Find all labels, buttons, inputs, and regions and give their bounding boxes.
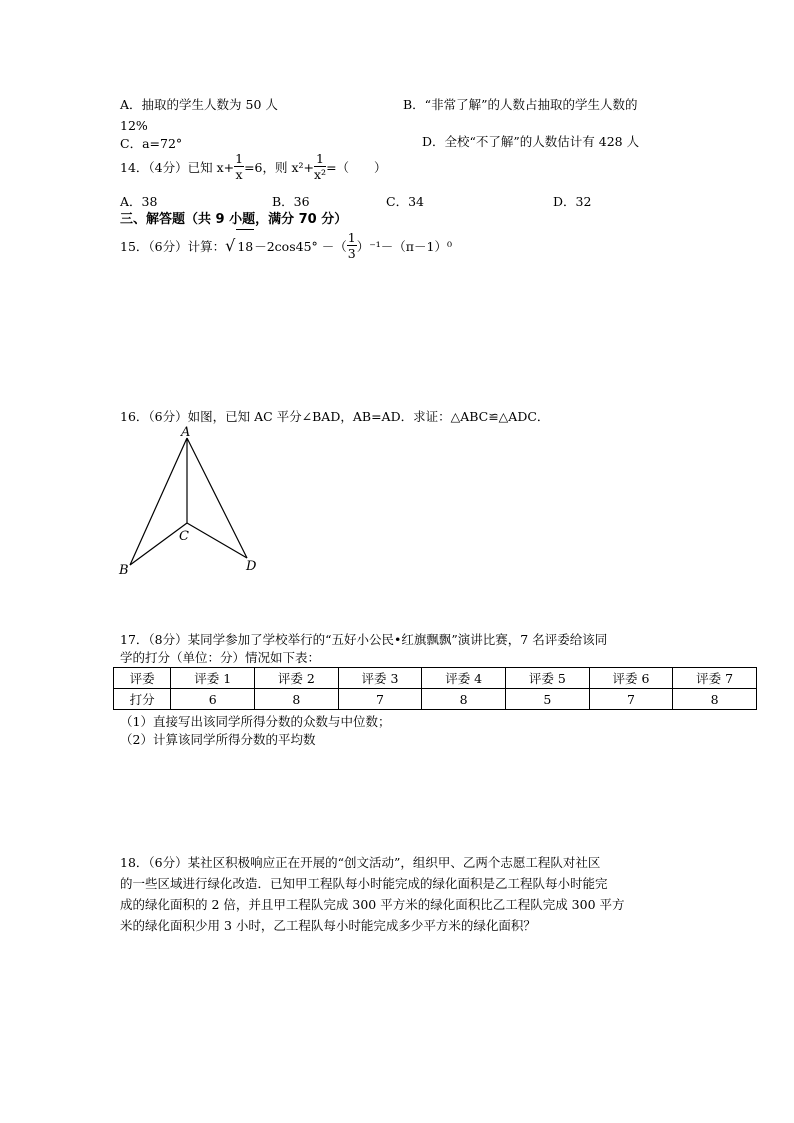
q18-line-3: 成的绿化面积的 2 倍，并且甲工程队完成 300 平方米的绿化面积比乙工程队完成 300 平方 [120, 897, 625, 912]
q15-mid: －2cos45° －（ [254, 239, 347, 254]
table-cell: 7 [589, 689, 673, 710]
table-cell: 6 [171, 689, 255, 710]
table-cell: 8 [255, 689, 339, 710]
q17-line-1: 17．（8分）某同学参加了学校举行的“五好小公民•红旗飘飘”演讲比赛，7 名评委给该同 [120, 632, 608, 647]
q15-suffix: ）⁻¹－（π－1）⁰ [356, 239, 452, 254]
q14-suffix: =（ ） [326, 160, 387, 175]
table-cell: 评委 [114, 668, 171, 689]
q14-option-a: A．38 [120, 194, 158, 209]
q13-option-b-continued: 12% [120, 118, 148, 133]
q14-option-b: B．36 [272, 194, 310, 209]
q17-score-table [113, 667, 757, 710]
q13-option-d: D．全校“不了解”的人数估计有 428 人 [422, 134, 640, 149]
table-cell: 8 [673, 689, 757, 710]
table-cell: 评委 7 [673, 668, 757, 689]
q14-option-d: D．32 [553, 194, 592, 209]
q14-option-c: C．34 [386, 194, 424, 209]
point-label-a: A [181, 425, 191, 440]
q15-stem [120, 229, 452, 264]
table-cell: 评委 1 [171, 668, 255, 689]
q14-fraction-2-denominator: x² [314, 166, 327, 182]
table-cell: 5 [505, 689, 589, 710]
point-label-c: C [179, 529, 189, 544]
table-cell: 评委 4 [422, 668, 506, 689]
q17-line-2: 学的打分（单位：分）情况如下表： [120, 650, 321, 665]
q14-prefix: 14．（4分）已知 x+ [120, 160, 235, 175]
table-cell: 评委 3 [338, 668, 422, 689]
segment-ab [130, 438, 187, 565]
q18-line-4: 米的绿化面积少用 3 小时，乙工程队每小时能完成多少平方米的绿化面积？ [120, 918, 536, 933]
q17-subquestion-2: （2）计算该同学所得分数的平均数 [120, 732, 316, 747]
table-cell: 8 [422, 689, 506, 710]
sqrt-symbol-icon: √ [225, 236, 236, 255]
q14-fraction-1 [234, 152, 244, 180]
q15-prefix: 15．（6分）计算： [120, 239, 226, 254]
q13-option-a: A．抽取的学生人数为 50 人 [120, 97, 278, 112]
table-cell: 评委 5 [505, 668, 589, 689]
q13-option-c: C．a=72° [120, 136, 183, 151]
q15-fraction-numerator: 1 [347, 230, 356, 246]
q18-line-2: 的一些区域进行绿化改造．已知甲工程队每小时能完成的绿化面积是乙工程队每小时能完 [120, 876, 608, 891]
table-row [114, 689, 757, 710]
q14-fraction-1-numerator: 1 [235, 151, 244, 167]
q17-subquestion-1: （1）直接写出该同学所得分数的众数与中位数； [120, 714, 391, 729]
table-cell: 评委 2 [255, 668, 339, 689]
q14-mid: =6，则 x²+ [244, 160, 314, 175]
point-label-d: D [246, 559, 257, 574]
q14-fraction-2 [314, 152, 326, 180]
q16-stem: 16．（6分）如图，已知 AC 平分∠BAD，AB=AD．求证：△ABC≌△ADC． [120, 409, 550, 424]
table-cell: 打分 [114, 689, 171, 710]
q18-line-1: 18．（6分）某社区积极响应正在开展的“创文活动”，组织甲、乙两个志愿工程队对社区 [120, 855, 601, 870]
section-3-title: 三、解答题（共 9 小题，满分 70 分） [120, 212, 348, 227]
q14-stem [120, 152, 387, 184]
q14-fraction-2-numerator: 1 [314, 152, 326, 166]
q13-option-b: B．“非常了解”的人数占抽取的学生人数的 [403, 97, 638, 112]
q15-fraction-denominator: 3 [347, 245, 356, 261]
q16-figure [110, 422, 280, 582]
q15-fraction [347, 231, 357, 259]
q15-radicand: 18 [236, 229, 254, 264]
q14-fraction-1-denominator: x [235, 166, 243, 182]
table-cell: 7 [338, 689, 422, 710]
table-cell: 评委 6 [589, 668, 673, 689]
point-label-b: B [119, 563, 129, 578]
table-header-row [114, 668, 757, 689]
